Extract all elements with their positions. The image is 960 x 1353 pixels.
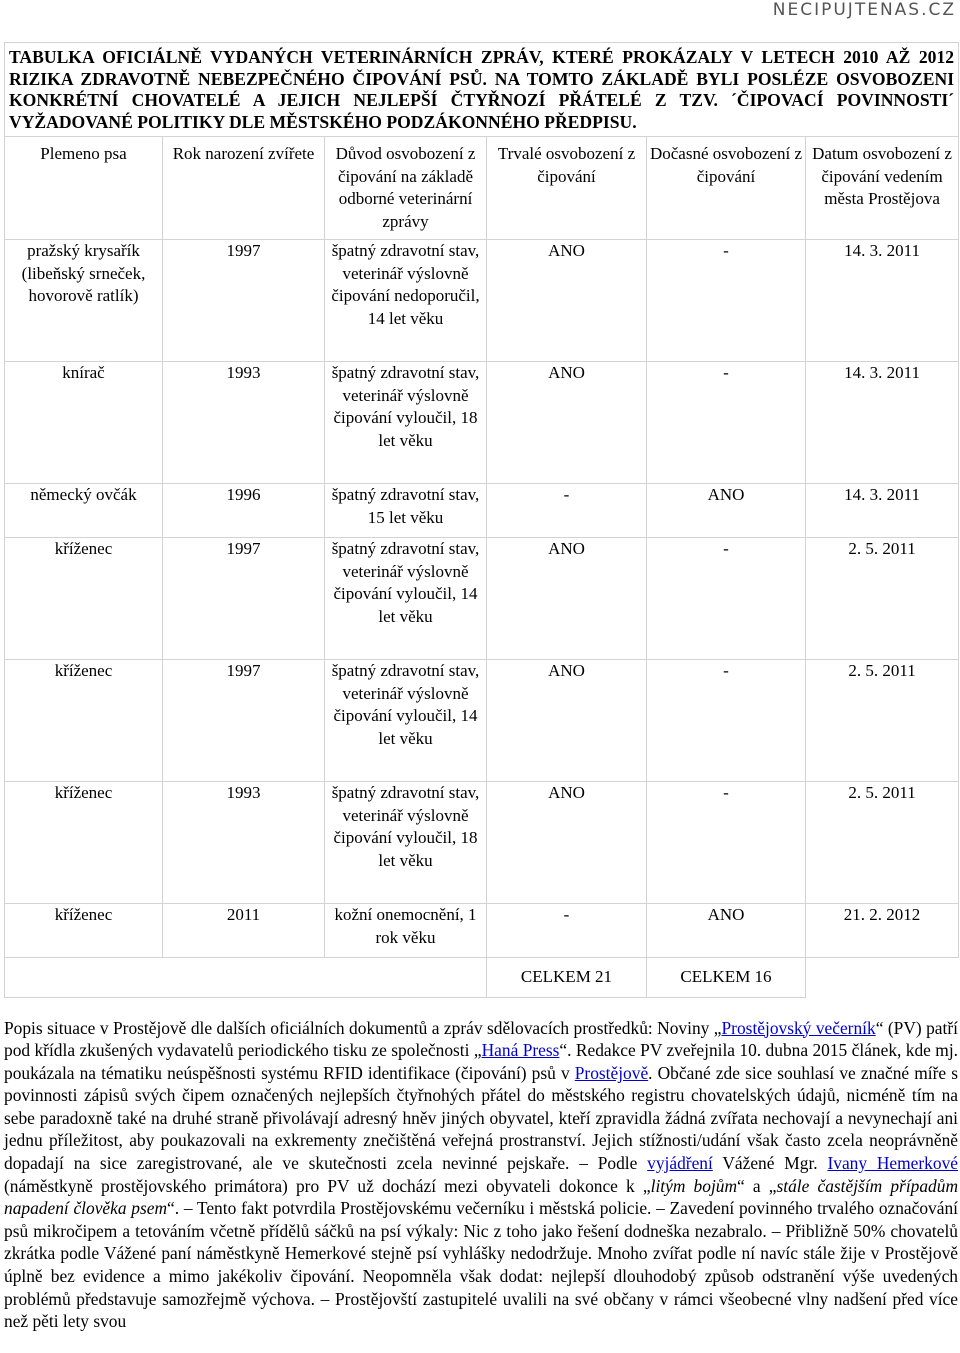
cell-reason: špatný zdravotní stav, veterinář výslovně čipování vyloučil, 14 let věku	[325, 660, 487, 782]
cell-reason: špatný zdravotní stav, veterinář výslovně čipování nedoporučil, 14 let věku	[325, 240, 487, 362]
cell-permanent: ANO	[487, 660, 647, 782]
totals-spacer	[5, 958, 487, 998]
cell-temporary: -	[647, 782, 806, 904]
cell-date: 21. 2. 2012	[806, 904, 959, 958]
total-permanent: CELKEM 21	[487, 958, 647, 998]
link-vyjadreni[interactable]: vyjádření	[647, 1153, 713, 1174]
cell-breed: kříženec	[5, 538, 163, 660]
veterinary-reports-table	[4, 42, 959, 998]
link-prostejov[interactable]: Prostějově	[574, 1062, 649, 1083]
cell-date: 14. 3. 2011	[806, 484, 959, 538]
quote-napadeni: stále častějším případům napadení člověka psem	[4, 1175, 959, 1219]
cell-year: 1997	[163, 660, 325, 782]
table-row	[5, 484, 959, 538]
cell-permanent: ANO	[487, 362, 647, 484]
cell-permanent: ANO	[487, 240, 647, 362]
cell-year: 1997	[163, 240, 325, 362]
header-year: Rok narození zvířete	[163, 137, 325, 240]
paragraph-text: Vážené Mgr.	[712, 1153, 828, 1174]
cell-reason: špatný zdravotní stav, veterinář výslovně čipování vyloučil, 18 let věku	[325, 362, 487, 484]
cell-temporary: -	[647, 362, 806, 484]
table-row	[5, 362, 959, 484]
cell-permanent: ANO	[487, 538, 647, 660]
cell-breed: kříženec	[5, 660, 163, 782]
table-row	[5, 904, 959, 958]
paragraph-text: “ (PV) patří pod křídla zkušených vydavatelů periodického tisku ze společnosti „	[4, 1017, 958, 1061]
cell-year: 2011	[163, 904, 325, 958]
cell-permanent: -	[487, 904, 647, 958]
table-row	[5, 782, 959, 904]
cell-date: 2. 5. 2011	[806, 782, 959, 904]
link-prostejovsky-vecernik[interactable]: Prostějovský večerník	[721, 1017, 876, 1038]
paragraph-text: “ a „	[737, 1175, 777, 1196]
cell-date: 2. 5. 2011	[806, 538, 959, 660]
site-name: NECIPUJTENAS.CZ	[772, 0, 956, 20]
cell-date: 14. 3. 2011	[806, 362, 959, 484]
description-paragraph	[4, 1017, 958, 1333]
table-row	[5, 538, 959, 660]
header-row	[5, 137, 959, 240]
link-hana-press[interactable]: Haná Press	[481, 1040, 560, 1061]
cell-year: 1993	[163, 362, 325, 484]
cell-temporary: -	[647, 538, 806, 660]
header-reason: Důvod osvobození z čipování na základě odborné veterinární zprávy	[325, 137, 487, 240]
cell-reason: kožní onemocnění, 1 rok věku	[325, 904, 487, 958]
cell-temporary: -	[647, 660, 806, 782]
document	[4, 42, 958, 1350]
cell-breed: kříženec	[5, 782, 163, 904]
header-breed: Plemeno psa	[5, 137, 163, 240]
cell-breed: německý ovčák	[5, 484, 163, 538]
cell-year: 1996	[163, 484, 325, 538]
header-permanent: Trvalé osvobození z čipování	[487, 137, 647, 240]
cell-breed: kříženec	[5, 904, 163, 958]
cell-year: 1993	[163, 782, 325, 904]
cell-temporary: ANO	[647, 484, 806, 538]
cell-reason: špatný zdravotní stav, veterinář výslovně čipování vyloučil, 14 let věku	[325, 538, 487, 660]
link-ivany-hemerkove[interactable]: Ivany Hemerkové	[827, 1153, 958, 1174]
table-row	[5, 660, 959, 782]
cell-breed: pražský krysařík (libeňský srneček, hovorově ratlík)	[5, 240, 163, 362]
cell-temporary: ANO	[647, 904, 806, 958]
cell-reason: špatný zdravotní stav, 15 let věku	[325, 484, 487, 538]
cell-reason: špatný zdravotní stav, veterinář výslovně čipování vyloučil, 18 let věku	[325, 782, 487, 904]
total-temporary: CELKEM 16	[647, 958, 806, 998]
cell-permanent: -	[487, 484, 647, 538]
totals-row	[5, 958, 959, 998]
header-temporary: Dočasné osvobození z čipování	[647, 137, 806, 240]
table-title: TABULKA OFICIÁLNĚ VYDANÝCH VETERINÁRNÍCH ZPRÁV, KTERÉ PROKÁZALY V LETECH 2010 AŽ 2012 RIZIKA ZDRAVOTNĚ NEBEZPEČNÉHO ČIPOVÁNÍ PSŮ. NA TOMTO ZÁKLADĚ BYLI POSLÉZE OSVOBOZENI KONKRÉTNÍ CHOVATELÉ A JEJICH NEJLEPŠÍ ČTYŘNOZÍ PŘÁTELÉ Z TZV. ´ČIPOVACÍ POVINNOSTI´ VYŽADOVANÉ POLITIKY DLE MĚSTSKÉHO PODZÁKONNÉHO PŘEDPISU.	[5, 43, 959, 137]
paragraph-text: Popis situace v Prostějově dle dalších oficiálních dokumentů a zpráv sdělovacích prostředků: Noviny „	[4, 1017, 722, 1038]
header-date: Datum osvobození z čipování vedením města Prostějova	[806, 137, 959, 240]
paragraph-text: (náměstkyně prostějovského primátora) pro PV už dochází mezi obyvateli dokonce k „	[4, 1175, 651, 1196]
table-row	[5, 240, 959, 362]
cell-temporary: -	[647, 240, 806, 362]
cell-date: 2. 5. 2011	[806, 660, 959, 782]
cell-breed: knírač	[5, 362, 163, 484]
paragraph-text: . Občané zde sice souhlasí ve značné míře s povinnosti zápisů svých čipem označených nejlepších čtyřnohých přátel do městského registru chovatelských údajů, nicméně tím na sebe paradoxně také na druhé straně přivolávají adresný hněv jiných obyvatel, kteří zpravidla žádná zvířata nechovají a nevynechají ani jednu příležitost, aby poukazovali na exkrementy znečištěná veřejná prostranství. Jejich stížnosti/udání však často zcela neoprávněně dopadají na sice zaregistrované, ale ve skutečnosti zcela nevinné pejskaře. – Podle	[4, 1062, 958, 1174]
paragraph-text: “. Redakce PV zveřejnila 10. dubna 2015 článek, kde mj. poukázala na tématiku neúspěšnosti systému RFID identifikace (čipování) psů v	[4, 1040, 958, 1083]
quote-lite-boje: litým bojům	[650, 1175, 738, 1196]
cell-date: 14. 3. 2011	[806, 240, 959, 362]
totals-empty	[806, 958, 959, 998]
paragraph-text: “. – Tento fakt potvrdila Prostějovskému večerníku i městská policie. – Zavedení povinného trvalého označování psů mikročipem a tetováním včetně přídělů sáčků na psí výkaly: Nic z toho jako řešení dodneška nezabralo. – Přibližně 50% chovatelů zkrátka podle Vážené paní náměstkyně Hemerkové stejně psí vyhlášky nedodržuje. Mnoho zvířat podle ní navíc stále žije v Prostějově úplně bez evidence a mimo jakékoliv čipování. Neopomněla však dodat: nejlepší dlouhodobý způsob odstranění výše uvedených problémů představuje samozřejmě výchova. – Prostějovští zastupitelé uvalili na své občany v rámci všeobecné vlny nadšení před více než pěti lety svou	[4, 1198, 959, 1332]
cell-year: 1997	[163, 538, 325, 660]
cell-permanent: ANO	[487, 782, 647, 904]
